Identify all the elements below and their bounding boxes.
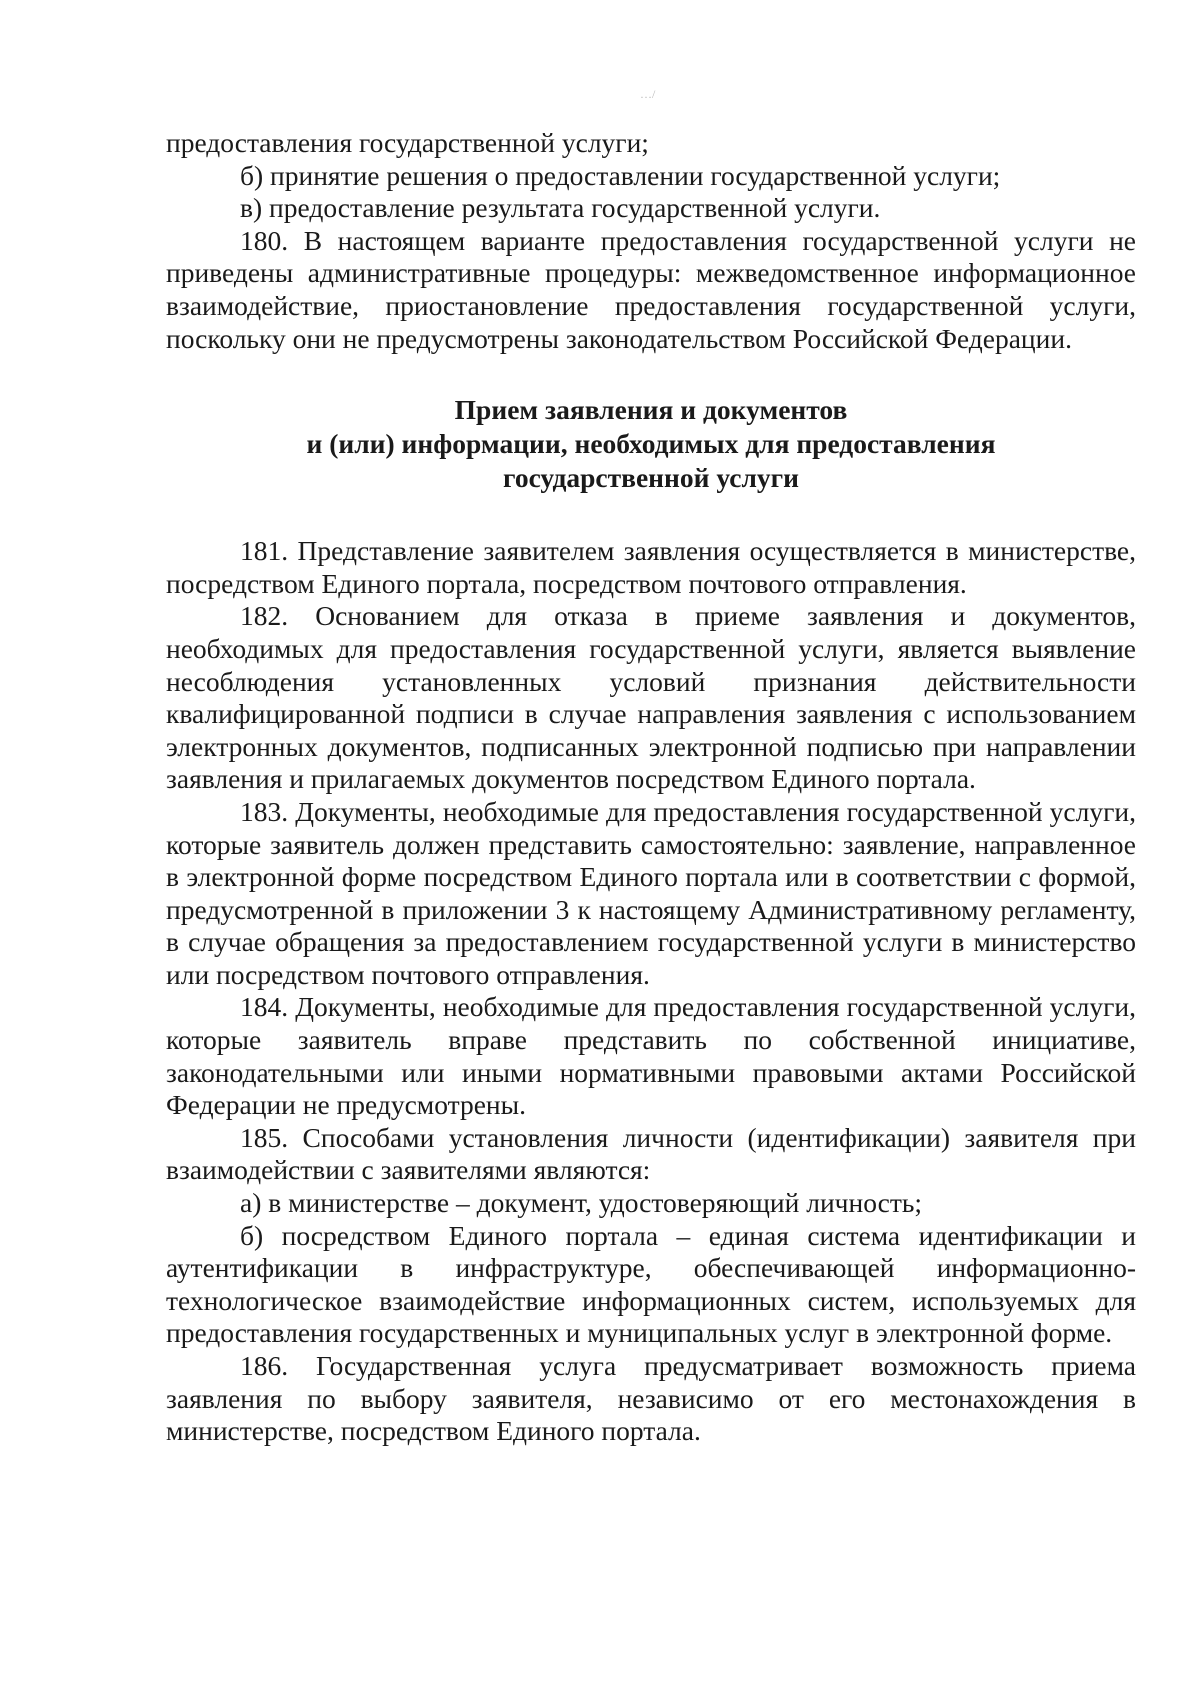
heading-line-2: и (или) информации, необходимых для предоставления bbox=[306, 428, 996, 460]
section-heading bbox=[166, 393, 1136, 495]
list-item-185b: б) посредством Единого портала – единая система идентификации и аутентификации в инфраструктуре, обеспечивающей информационно-технологическое взаимодействие информационных систем, используемых для предоставления государственных и муниципальных услуг в электронной форме. bbox=[166, 1219, 1136, 1349]
list-item-v: в) предоставление результата государственной услуги. bbox=[240, 192, 881, 224]
heading-line-1: Прием заявления и документов bbox=[454, 394, 848, 426]
paragraph-186: 186. Государственная услуга предусматривает возможность приема заявления по выбору заявителя, независимо от его местонахождения в министерстве, посредством Единого портала. bbox=[166, 1350, 1136, 1447]
paragraph-181: 181. Представление заявителем заявления осуществляется в министерстве, посредством Единого портала, посредством почтового отправления. bbox=[166, 535, 1136, 599]
paragraph-continuation: предоставления государственной услуги; bbox=[166, 127, 649, 158]
paragraph-185: 185. Способами установления личности (идентификации) заявителя при взаимодействии с заявителями являются: bbox=[166, 1121, 1136, 1186]
paragraph-182: 182. Основанием для отказа в приеме заявления и документов, необходимых для предоставления государственной услуги, является выявление несоблюдения установленных условий признания действительности квалифицированной подписи в случае направления заявления с использованием электронных документов, подписанных электронной подписью при направлении заявления и прилагаемых документов посредством Единого портала. bbox=[166, 600, 1136, 795]
page-mark: …/ bbox=[640, 87, 656, 101]
paragraph-180: 180. В настоящем варианте предоставления государственной услуги не приведены административные процедуры: межведомственное информационное взаимодействие, приостановление предоставления государственной услуги, поскольку они не предусмотрены законодательством Российской Федерации. bbox=[166, 224, 1136, 354]
paragraph-184: 184. Документы, необходимые для предоставления государственной услуги, которые заявитель вправе представить по собственной инициативе, законодательными или иными нормативными правовыми актами Российской Федерации не предусмотрены. bbox=[166, 991, 1136, 1121]
document-body bbox=[166, 127, 1136, 1448]
list-item-185a: а) в министерстве – документ, удостоверяющий личность; bbox=[240, 1187, 923, 1219]
heading-line-3: государственной услуги bbox=[503, 462, 799, 494]
list-item-b: б) принятие решения о предоставлении государственной услуги; bbox=[240, 159, 1001, 191]
paragraph-183: 183. Документы, необходимые для предоставления государственной услуги, которые заявитель должен представить самостоятельно: заявление, направленное в электронной форме посредством Единого портала или в соответствии с формой, предусмотренной в приложении 3 к настоящему Административному регламенту, в случае обращения за предоставлением государственной услуги в министерство или посредством почтового отправления. bbox=[166, 795, 1136, 990]
